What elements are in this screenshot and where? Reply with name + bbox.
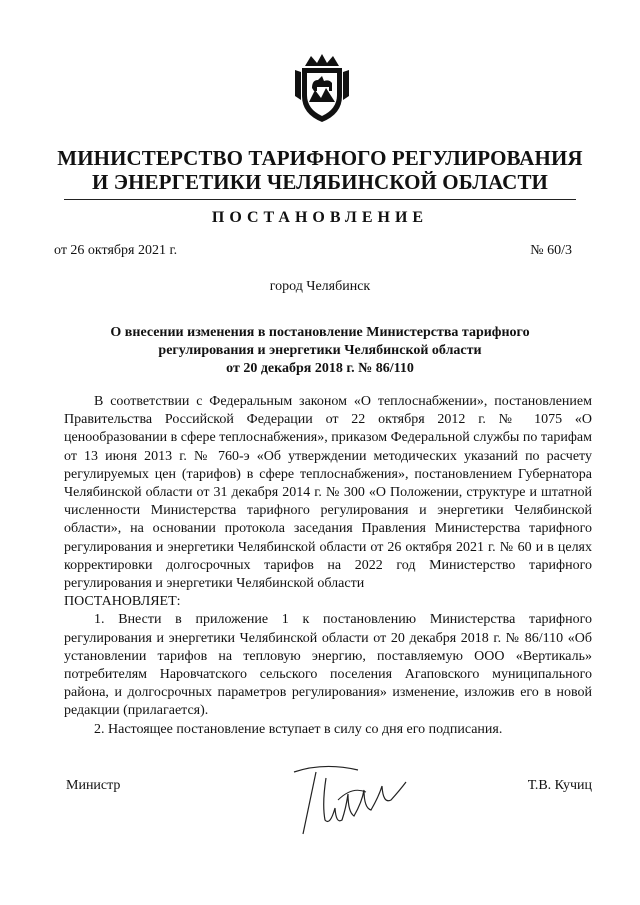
signatory-name: Т.В. Кучиц (527, 778, 592, 793)
subject-line1: О внесении изменения в постановление Министерства тарифного (110, 325, 530, 340)
document-body (64, 393, 592, 739)
signature-block (64, 764, 592, 844)
document-number: № 60/3 (530, 243, 572, 258)
header-divider (64, 199, 576, 200)
ministry-name-line1: МИНИСТЕРСТВО ТАРИФНОГО РЕГУЛИРОВАНИЯ (57, 146, 583, 170)
document-subject (95, 324, 545, 378)
subject-line3: от 20 декабря 2018 г. № 86/110 (226, 361, 414, 376)
resolution-item-2: 2. Настоящее постановление вступает в силу со дня его подписания. (94, 721, 503, 737)
subject-line2: регулирования и энергетики Челябинской области (158, 343, 482, 358)
handwritten-signature (272, 764, 422, 838)
city-name: город Челябинск (269, 279, 371, 294)
document-type: ПОСТАНОВЛЕНИЕ (211, 209, 429, 226)
coat-of-arms-icon (291, 52, 353, 124)
preamble-paragraph: В соответствии с Федеральным законом «О теплоснабжении», постановлением Правительства Российской Федерации от 22 октября 2012 г. № 1075 «О ценообразовании в сфере теплоснабжения», приказом Федеральной службы по тарифам от 13 июня 2013 г. № 760-э «Об утверждении методических указаний по расчету регулируемых цен (тарифов) в сфере теплоснабжения», постановлением Губернатора Челябинской области от 31 декабря 2014 г. № 300 «О Положении, структуре и штатной численности Министерства тарифного регулирования и энергетики Челябинской области», на основании протокола заседания Правления Министерства тарифного регулирования и энергетики Челябинской области от 26 октября 2021 г. № 60 и в целях корректировки долгосрочных тарифов на 2022 год Министерство тарифного регулирования и энергетики Челябинской области (64, 394, 592, 592)
signatory-title: Министр (66, 778, 121, 793)
document-date: от 26 октября 2021 г. (54, 243, 178, 258)
resolution-item-1: 1. Внести в приложение 1 к постановлению Министерства тарифного регулирования и энергетики Челябинской области от 20 декабря 2018 г. № 86/110 «Об установлении тарифов на тепловую энергию, поставляемую ООО «Вертикаль» потребителям Наровчатского сельского поселения Агаповского муниципального района, и долгосрочных параметров регулирования» изменение, изложив его в новой редакции (прилагается). (64, 612, 592, 719)
ministry-name (40, 146, 600, 194)
ministry-name-line2: И ЭНЕРГЕТИКИ ЧЕЛЯБИНСКОЙ ОБЛАСТИ (92, 170, 548, 194)
resolves-heading: ПОСТАНОВЛЯЕТ: (64, 594, 181, 610)
